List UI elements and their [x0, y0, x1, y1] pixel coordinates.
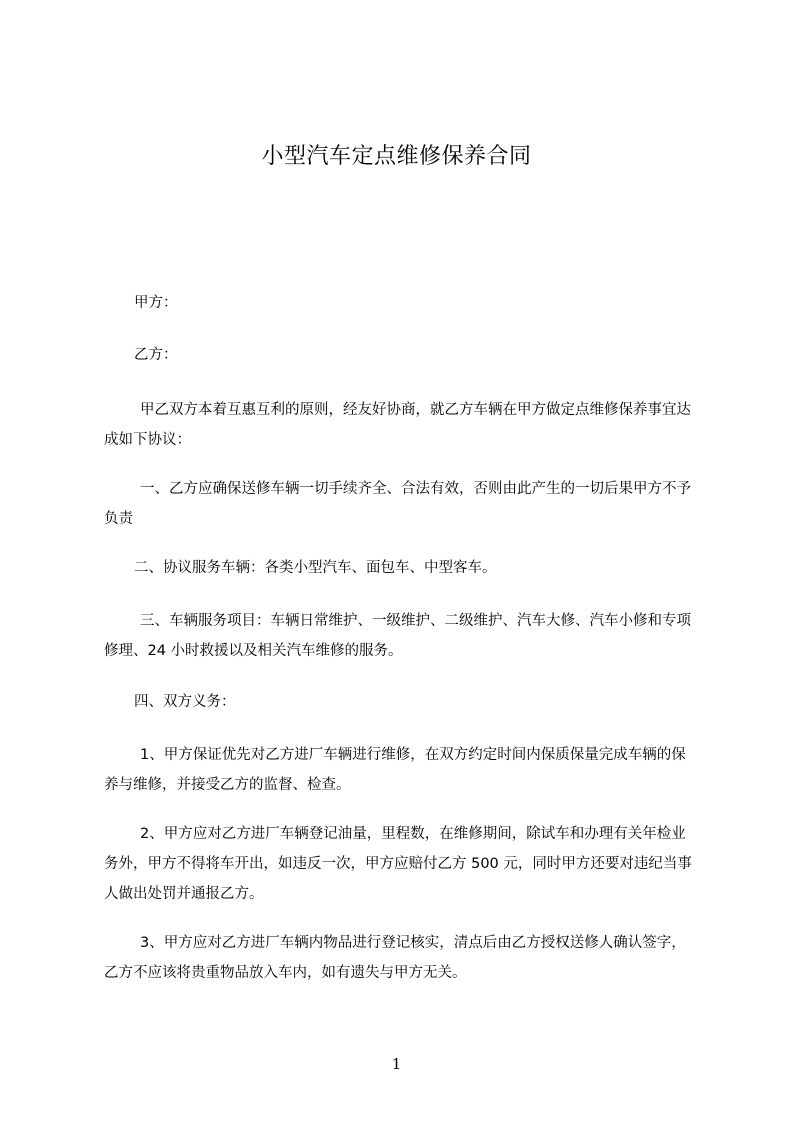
intro-paragraph: 甲乙双方本着互惠互利的原则，经友好协商，就乙方车辆在甲方做定点维修保养事宜达成如下协议：	[104, 402, 691, 448]
clause-2-paragraph: 二、协议服务车辆：各类小型汽车、面包车、中型客车。	[134, 560, 497, 576]
page-number: 1	[391, 1055, 402, 1073]
duty-2-paragraph: 2、甲方应对乙方进厂车辆登记油量，里程数，在维修期间，除试车和办理有关年检业务外，甲方不得将车开出，如违反一次，甲方应赔付乙方 500 元，同时甲方还要对违纪当事人做出处罚并通报乙方。	[104, 826, 692, 902]
clause-1-paragraph: 一、乙方应确保送修车辆一切手续齐全、合法有效，否则由此产生的一切后果甲方不予负责	[104, 481, 691, 527]
party-b-line: 乙方：	[134, 347, 178, 363]
party-a-line: 甲方：	[134, 295, 178, 311]
duty-3-paragraph: 3、甲方应对乙方进厂车辆内物品进行登记核实，清点后由乙方授权送修人确认签字，乙方不应该将贵重物品放入车内，如有遗失与甲方无关。	[104, 935, 686, 981]
clause-4-heading: 四、双方义务：	[134, 694, 236, 710]
document-title: 小型汽车定点维修保养合同	[261, 144, 532, 169]
duty-1-paragraph: 1、甲方保证优先对乙方进厂车辆进行维修，在双方约定时间内保质保量完成车辆的保养与维修，并接受乙方的监督、检查。	[104, 747, 686, 793]
clause-3-paragraph: 三、车辆服务项目：车辆日常维护、一级维护、二级维护、汽车大修、汽车小修和专项修理、24 小时救援以及相关汽车维修的服务。	[104, 613, 691, 659]
